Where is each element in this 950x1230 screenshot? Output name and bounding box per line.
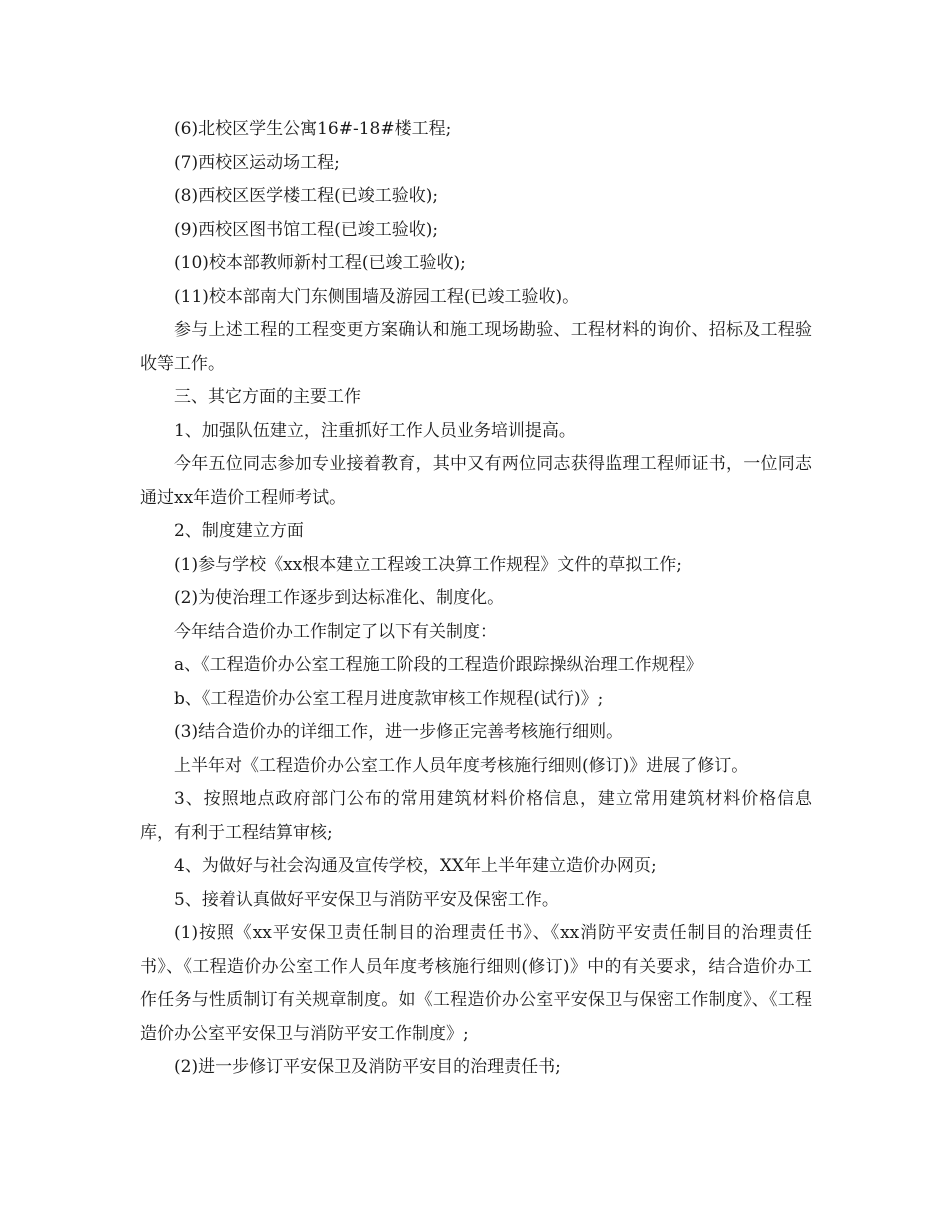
paragraph-item-11: (11)校本部南大门东侧围墙及游园工程(已竣工验收)。 <box>174 286 580 307</box>
paragraph-system-building: 2、制度建立方面 <box>174 521 304 541</box>
document-body <box>140 113 812 1085</box>
paragraph-participation: 参与上述工程的工程变更方案确认和施工现场勘验、工程材料的询价、招标及工程验收等工作。 <box>140 320 812 374</box>
paragraph-regulation-b: b、《工程造价办公室工程月进度款审核工作规程(试行)》; <box>174 688 604 709</box>
paragraph-system-item-1: (1)参与学校《xx根本建立工程竣工决算工作规程》文件的草拟工作; <box>174 554 682 575</box>
paragraph-website: 4、为做好与社会沟通及宣传学校，XX年上半年建立造价办网页; <box>174 856 657 876</box>
paragraph-team-building: 1、加强队伍建立，注重抓好工作人员业务培训提高。 <box>174 420 576 441</box>
paragraph-item-7: (7)西校区运动场工程; <box>174 152 340 173</box>
paragraph-item-6: (6)北校区学生公寓16#-18#楼工程; <box>174 119 452 139</box>
paragraph-item-9: (9)西校区图书馆工程(已竣工验收); <box>174 219 439 240</box>
paragraph-regulation-a: a、《工程造价办公室工程施工阶段的工程造价跟踪操纵治理工作规程》 <box>174 655 703 675</box>
section-heading-other-work: 三、其它方面的主要工作 <box>174 387 361 407</box>
paragraph-materials-database: 3、按照地点政府部门公布的常用建筑材料价格信息，建立常用建筑材料价格信息库，有利于工程结算审核; <box>140 789 812 843</box>
paragraph-regulations-intro: 今年结合造价办工作制定了以下有关制度： <box>174 621 497 642</box>
paragraph-system-item-3: (3)结合造价办的详细工作，进一步修正完善考核施行细则。 <box>174 722 624 742</box>
paragraph-revision: 上半年对《工程造价办公室工作人员年度考核施行细则(修订)》进展了修订。 <box>174 755 749 776</box>
paragraph-item-10: (10)校本部教师新村工程(已竣工验收); <box>174 253 466 273</box>
paragraph-security-item-1: (1)按照《xx平安保卫责任制目的治理责任书》、《xx消防平安责任制目的治理责任书》、《工程造价办公室工作人员年度考核施行细则(修订)》中的有关要求，结合造价办工作任务与性质制订有关规章制度。如《工程造价办公室平安保卫与保密工作制度》、《工程造价办公室平安保卫与消防平安工作制度》; <box>140 923 812 1044</box>
paragraph-security: 5、接着认真做好平安保卫与消防平安及保密工作。 <box>174 889 559 910</box>
paragraph-item-8: (8)西校区医学楼工程(已竣工验收); <box>174 186 439 206</box>
paragraph-security-item-2: (2)进一步修订平安保卫及消防平安目的治理责任书; <box>174 1057 561 1077</box>
paragraph-system-item-2: (2)为使治理工作逐步到达标准化、制度化。 <box>174 588 505 608</box>
paragraph-education: 今年五位同志参加专业接着教育，其中又有两位同志获得监理工程师证书，一位同志通过xx年造价工程师考试。 <box>140 454 812 508</box>
